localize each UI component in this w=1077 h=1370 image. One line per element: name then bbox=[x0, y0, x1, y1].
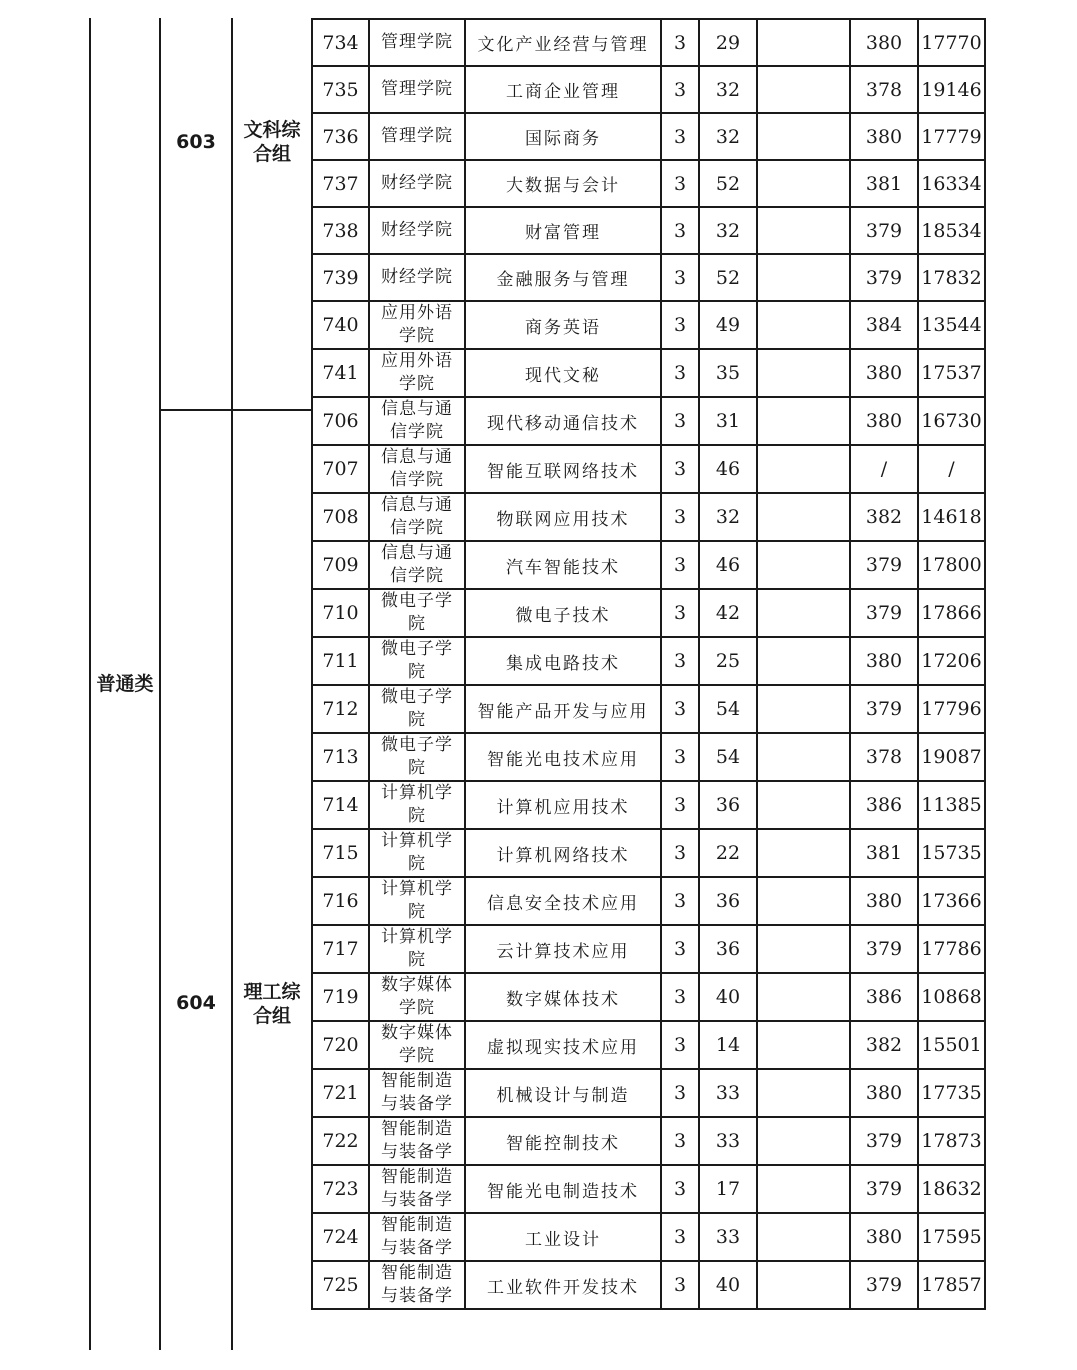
table-row bbox=[312, 925, 985, 973]
cell-major: 现代文秘 bbox=[465, 349, 661, 397]
cell-major: 信息安全技术应用 bbox=[465, 877, 661, 925]
cell-years: 3 bbox=[661, 685, 699, 733]
cell-score: 380 bbox=[850, 19, 918, 66]
cell-blank bbox=[757, 160, 850, 207]
cell-blank bbox=[757, 1117, 850, 1165]
cell-rank: 17366 bbox=[918, 877, 985, 925]
cell-plan: 33 bbox=[699, 1213, 757, 1261]
cell-rank: 11385 bbox=[918, 781, 985, 829]
cell-plan: 49 bbox=[699, 301, 757, 349]
cell-rank: 18534 bbox=[918, 207, 985, 254]
cell-blank bbox=[757, 397, 850, 445]
cell-blank bbox=[757, 1213, 850, 1261]
cell-score: 381 bbox=[850, 829, 918, 877]
table-row bbox=[312, 685, 985, 733]
cell-years: 3 bbox=[661, 113, 699, 160]
cell-years: 3 bbox=[661, 781, 699, 829]
cell-college: 管理学院 bbox=[369, 113, 465, 160]
cell-code: 738 bbox=[312, 207, 369, 254]
table-row bbox=[312, 877, 985, 925]
cell-code: 712 bbox=[312, 685, 369, 733]
cell-college: 微电子学院 bbox=[369, 685, 465, 733]
cell-major: 工业设计 bbox=[465, 1213, 661, 1261]
cell-blank bbox=[757, 1165, 850, 1213]
cell-code: 706 bbox=[312, 397, 369, 445]
cell-years: 3 bbox=[661, 925, 699, 973]
table-row bbox=[312, 113, 985, 160]
cell-score: 379 bbox=[850, 685, 918, 733]
cell-plan: 54 bbox=[699, 733, 757, 781]
cell-years: 3 bbox=[661, 829, 699, 877]
table-row bbox=[312, 1261, 985, 1309]
cell-blank bbox=[757, 349, 850, 397]
cell-college: 财经学院 bbox=[369, 254, 465, 301]
cell-college: 应用外语学院 bbox=[369, 301, 465, 349]
cell-blank bbox=[757, 1021, 850, 1069]
cell-blank bbox=[757, 925, 850, 973]
cell-score: 380 bbox=[850, 397, 918, 445]
cell-major: 金融服务与管理 bbox=[465, 254, 661, 301]
table-row bbox=[312, 541, 985, 589]
table-row bbox=[312, 1021, 985, 1069]
table-row bbox=[312, 349, 985, 397]
cell-rank: 17800 bbox=[918, 541, 985, 589]
group-name-603: 文科综合组 bbox=[243, 119, 301, 165]
cell-blank bbox=[757, 589, 850, 637]
cell-years: 3 bbox=[661, 1165, 699, 1213]
cell-blank bbox=[757, 973, 850, 1021]
cell-years: 3 bbox=[661, 541, 699, 589]
cell-major: 虚拟现实技术应用 bbox=[465, 1021, 661, 1069]
cell-score: 379 bbox=[850, 589, 918, 637]
cell-major: 大数据与会计 bbox=[465, 160, 661, 207]
cell-major: 智能光电制造技术 bbox=[465, 1165, 661, 1213]
cell-rank: 16334 bbox=[918, 160, 985, 207]
cell-major: 国际商务 bbox=[465, 113, 661, 160]
cell-plan: 52 bbox=[699, 160, 757, 207]
cell-blank bbox=[757, 1261, 850, 1309]
cell-code: 721 bbox=[312, 1069, 369, 1117]
cell-blank bbox=[757, 829, 850, 877]
table-row bbox=[312, 589, 985, 637]
cell-major: 现代移动通信技术 bbox=[465, 397, 661, 445]
table-row bbox=[312, 781, 985, 829]
cell-college: 管理学院 bbox=[369, 19, 465, 66]
cell-plan: 42 bbox=[699, 589, 757, 637]
cell-code: 713 bbox=[312, 733, 369, 781]
cell-blank bbox=[757, 781, 850, 829]
table-row bbox=[312, 493, 985, 541]
cell-plan: 36 bbox=[699, 925, 757, 973]
cell-plan: 32 bbox=[699, 207, 757, 254]
table-row bbox=[312, 1165, 985, 1213]
cell-blank bbox=[757, 113, 850, 160]
cell-score: 379 bbox=[850, 1165, 918, 1213]
cell-plan: 31 bbox=[699, 397, 757, 445]
cell-college: 智能制造与装备学 bbox=[369, 1069, 465, 1117]
cell-major: 商务英语 bbox=[465, 301, 661, 349]
cell-blank bbox=[757, 733, 850, 781]
cell-major: 计算机应用技术 bbox=[465, 781, 661, 829]
cell-rank: 16730 bbox=[918, 397, 985, 445]
cell-plan: 14 bbox=[699, 1021, 757, 1069]
cell-years: 3 bbox=[661, 160, 699, 207]
cell-years: 3 bbox=[661, 1021, 699, 1069]
cell-blank bbox=[757, 637, 850, 685]
cell-score: 382 bbox=[850, 1021, 918, 1069]
cell-years: 3 bbox=[661, 207, 699, 254]
cell-score: 379 bbox=[850, 207, 918, 254]
cell-major: 工业软件开发技术 bbox=[465, 1261, 661, 1309]
cell-code: 708 bbox=[312, 493, 369, 541]
table-row bbox=[312, 397, 985, 445]
table-row bbox=[312, 1069, 985, 1117]
cell-score: 378 bbox=[850, 66, 918, 113]
cell-college: 微电子学院 bbox=[369, 589, 465, 637]
cell-plan: 32 bbox=[699, 66, 757, 113]
cell-rank: 18632 bbox=[918, 1165, 985, 1213]
table-row bbox=[312, 207, 985, 254]
cell-blank bbox=[757, 19, 850, 66]
cell-code: 716 bbox=[312, 877, 369, 925]
cell-college: 财经学院 bbox=[369, 207, 465, 254]
table-row bbox=[312, 254, 985, 301]
cell-college: 微电子学院 bbox=[369, 637, 465, 685]
cell-college: 信息与通信学院 bbox=[369, 445, 465, 493]
cell-plan: 22 bbox=[699, 829, 757, 877]
cell-years: 3 bbox=[661, 589, 699, 637]
cell-score: 378 bbox=[850, 733, 918, 781]
cell-plan: 46 bbox=[699, 541, 757, 589]
cell-major: 云计算技术应用 bbox=[465, 925, 661, 973]
cell-years: 3 bbox=[661, 66, 699, 113]
cell-blank bbox=[757, 301, 850, 349]
cell-blank bbox=[757, 1069, 850, 1117]
table-row bbox=[312, 160, 985, 207]
code-divider-line bbox=[231, 18, 233, 1350]
cell-plan: 36 bbox=[699, 781, 757, 829]
cell-years: 3 bbox=[661, 301, 699, 349]
cell-plan: 54 bbox=[699, 685, 757, 733]
cell-score: 382 bbox=[850, 493, 918, 541]
cell-score: 380 bbox=[850, 1213, 918, 1261]
cell-code: 724 bbox=[312, 1213, 369, 1261]
group-separator-line bbox=[159, 409, 311, 411]
cell-code: 709 bbox=[312, 541, 369, 589]
cell-major: 智能互联网络技术 bbox=[465, 445, 661, 493]
cell-plan: 32 bbox=[699, 113, 757, 160]
cell-rank: 17595 bbox=[918, 1213, 985, 1261]
cell-plan: 35 bbox=[699, 349, 757, 397]
cell-score: 379 bbox=[850, 541, 918, 589]
cell-rank: 17735 bbox=[918, 1069, 985, 1117]
cell-college: 智能制造与装备学 bbox=[369, 1213, 465, 1261]
cell-rank: 15501 bbox=[918, 1021, 985, 1069]
cell-rank: 17796 bbox=[918, 685, 985, 733]
table-row bbox=[312, 1117, 985, 1165]
cell-rank: 13544 bbox=[918, 301, 985, 349]
admission-table bbox=[311, 18, 986, 1310]
cell-college: 计算机学院 bbox=[369, 781, 465, 829]
table-row bbox=[312, 301, 985, 349]
cell-years: 3 bbox=[661, 1069, 699, 1117]
cell-score: 380 bbox=[850, 349, 918, 397]
cell-major: 数字媒体技术 bbox=[465, 973, 661, 1021]
cell-years: 3 bbox=[661, 973, 699, 1021]
cell-plan: 25 bbox=[699, 637, 757, 685]
cell-rank: 17206 bbox=[918, 637, 985, 685]
cell-plan: 40 bbox=[699, 973, 757, 1021]
cell-plan: 36 bbox=[699, 877, 757, 925]
cell-college: 计算机学院 bbox=[369, 829, 465, 877]
table-row bbox=[312, 973, 985, 1021]
cell-college: 计算机学院 bbox=[369, 877, 465, 925]
cell-college: 信息与通信学院 bbox=[369, 397, 465, 445]
cell-plan: 17 bbox=[699, 1165, 757, 1213]
cell-major: 计算机网络技术 bbox=[465, 829, 661, 877]
cell-code: 710 bbox=[312, 589, 369, 637]
cell-code: 722 bbox=[312, 1117, 369, 1165]
cell-major: 集成电路技术 bbox=[465, 637, 661, 685]
cell-score: 380 bbox=[850, 637, 918, 685]
cell-college: 信息与通信学院 bbox=[369, 541, 465, 589]
cell-score: 380 bbox=[850, 113, 918, 160]
cell-college: 数字媒体学院 bbox=[369, 973, 465, 1021]
cell-rank: 17779 bbox=[918, 113, 985, 160]
cell-college: 财经学院 bbox=[369, 160, 465, 207]
cell-major: 汽车智能技术 bbox=[465, 541, 661, 589]
cell-blank bbox=[757, 685, 850, 733]
cell-rank: 17866 bbox=[918, 589, 985, 637]
cell-rank: 17786 bbox=[918, 925, 985, 973]
cell-major: 物联网应用技术 bbox=[465, 493, 661, 541]
cell-major: 机械设计与制造 bbox=[465, 1069, 661, 1117]
cell-years: 3 bbox=[661, 349, 699, 397]
cell-code: 735 bbox=[312, 66, 369, 113]
cell-rank: 17857 bbox=[918, 1261, 985, 1309]
cell-major: 智能光电技术应用 bbox=[465, 733, 661, 781]
cell-code: 741 bbox=[312, 349, 369, 397]
cell-college: 智能制造与装备学 bbox=[369, 1117, 465, 1165]
cell-plan: 33 bbox=[699, 1069, 757, 1117]
cell-plan: 46 bbox=[699, 445, 757, 493]
cell-rank: / bbox=[918, 445, 985, 493]
cell-college: 管理学院 bbox=[369, 66, 465, 113]
category-divider-line bbox=[159, 18, 161, 1350]
cell-major: 财富管理 bbox=[465, 207, 661, 254]
cell-plan: 29 bbox=[699, 19, 757, 66]
cell-score: 379 bbox=[850, 1117, 918, 1165]
cell-years: 3 bbox=[661, 1213, 699, 1261]
cell-college: 智能制造与装备学 bbox=[369, 1261, 465, 1309]
cell-college: 应用外语学院 bbox=[369, 349, 465, 397]
cell-college: 计算机学院 bbox=[369, 925, 465, 973]
cell-score: 381 bbox=[850, 160, 918, 207]
group-code-604: 604 bbox=[176, 992, 216, 1014]
cell-code: 737 bbox=[312, 160, 369, 207]
cell-code: 725 bbox=[312, 1261, 369, 1309]
cell-score: 379 bbox=[850, 254, 918, 301]
cell-plan: 33 bbox=[699, 1117, 757, 1165]
cell-score: 380 bbox=[850, 877, 918, 925]
cell-plan: 32 bbox=[699, 493, 757, 541]
cell-code: 719 bbox=[312, 973, 369, 1021]
cell-score: 379 bbox=[850, 1261, 918, 1309]
cell-score: 379 bbox=[850, 925, 918, 973]
cell-major: 微电子技术 bbox=[465, 589, 661, 637]
cell-score: 380 bbox=[850, 1069, 918, 1117]
cell-major: 智能控制技术 bbox=[465, 1117, 661, 1165]
cell-plan: 40 bbox=[699, 1261, 757, 1309]
cell-code: 720 bbox=[312, 1021, 369, 1069]
cell-years: 3 bbox=[661, 637, 699, 685]
cell-rank: 15735 bbox=[918, 829, 985, 877]
cell-blank bbox=[757, 207, 850, 254]
cell-score: 386 bbox=[850, 781, 918, 829]
cell-college: 数字媒体学院 bbox=[369, 1021, 465, 1069]
cell-rank: 17873 bbox=[918, 1117, 985, 1165]
cell-major: 工商企业管理 bbox=[465, 66, 661, 113]
table-row bbox=[312, 637, 985, 685]
cell-college: 智能制造与装备学 bbox=[369, 1165, 465, 1213]
group-name-604: 理工综合组 bbox=[243, 981, 301, 1027]
group-code-603: 603 bbox=[176, 131, 216, 153]
cell-code: 714 bbox=[312, 781, 369, 829]
cell-years: 3 bbox=[661, 445, 699, 493]
cell-code: 717 bbox=[312, 925, 369, 973]
cell-blank bbox=[757, 493, 850, 541]
cell-blank bbox=[757, 445, 850, 493]
cell-code: 739 bbox=[312, 254, 369, 301]
cell-rank: 17537 bbox=[918, 349, 985, 397]
category-label: 普通类 bbox=[96, 673, 154, 695]
cell-code: 736 bbox=[312, 113, 369, 160]
cell-rank: 10868 bbox=[918, 973, 985, 1021]
cell-blank bbox=[757, 254, 850, 301]
cell-rank: 19087 bbox=[918, 733, 985, 781]
table-row bbox=[312, 1213, 985, 1261]
cell-years: 3 bbox=[661, 254, 699, 301]
cell-plan: 52 bbox=[699, 254, 757, 301]
table-row bbox=[312, 829, 985, 877]
cell-code: 734 bbox=[312, 19, 369, 66]
cell-years: 3 bbox=[661, 1261, 699, 1309]
cell-blank bbox=[757, 66, 850, 113]
cell-years: 3 bbox=[661, 19, 699, 66]
cell-rank: 17832 bbox=[918, 254, 985, 301]
cell-code: 715 bbox=[312, 829, 369, 877]
cell-years: 3 bbox=[661, 877, 699, 925]
cell-rank: 19146 bbox=[918, 66, 985, 113]
cell-years: 3 bbox=[661, 397, 699, 445]
cell-score: 384 bbox=[850, 301, 918, 349]
cell-college: 微电子学院 bbox=[369, 733, 465, 781]
table-row bbox=[312, 733, 985, 781]
cell-blank bbox=[757, 877, 850, 925]
cell-code: 740 bbox=[312, 301, 369, 349]
table-row bbox=[312, 19, 985, 66]
table-row bbox=[312, 66, 985, 113]
cell-years: 3 bbox=[661, 493, 699, 541]
cell-code: 707 bbox=[312, 445, 369, 493]
cell-college: 信息与通信学院 bbox=[369, 493, 465, 541]
cell-rank: 14618 bbox=[918, 493, 985, 541]
cell-years: 3 bbox=[661, 733, 699, 781]
cell-rank: 17770 bbox=[918, 19, 985, 66]
cell-score: 386 bbox=[850, 973, 918, 1021]
table-row bbox=[312, 445, 985, 493]
cell-major: 文化产业经营与管理 bbox=[465, 19, 661, 66]
cell-code: 711 bbox=[312, 637, 369, 685]
cell-major: 智能产品开发与应用 bbox=[465, 685, 661, 733]
cell-blank bbox=[757, 541, 850, 589]
cell-years: 3 bbox=[661, 1117, 699, 1165]
cell-code: 723 bbox=[312, 1165, 369, 1213]
cell-score: / bbox=[850, 445, 918, 493]
